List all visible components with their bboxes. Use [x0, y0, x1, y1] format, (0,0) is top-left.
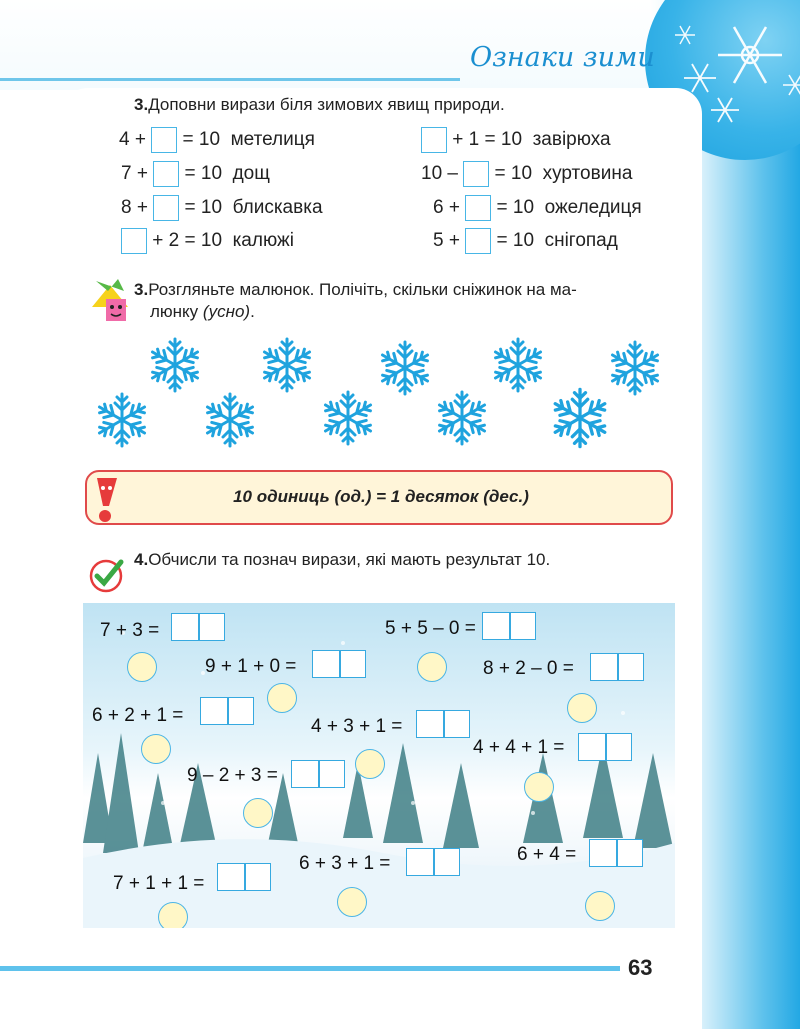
answer-box[interactable] — [578, 733, 632, 761]
rule-box — [85, 470, 673, 525]
expression-1: 7 + 3 = — [100, 620, 160, 641]
expression-8: 9 – 2 + 3 = — [187, 765, 278, 786]
expression-3: 9 + 1 + 0 = — [205, 656, 297, 677]
page-number: 63 — [628, 955, 653, 980]
title-underline — [0, 78, 460, 81]
shapes-mascot-icon — [88, 277, 132, 325]
snowflakes-picture — [90, 335, 680, 455]
snowflake-icon — [379, 342, 431, 394]
mark-circle[interactable] — [267, 683, 297, 713]
answer-box[interactable] — [121, 228, 147, 254]
mark-circle[interactable] — [337, 887, 367, 917]
task2-text-line2: люнку — [150, 302, 203, 321]
footer-line — [0, 966, 620, 971]
expression-5: 6 + 2 + 1 = — [92, 705, 184, 726]
task3-heading — [134, 549, 550, 571]
task1-row-1-right: + 1 = 10 завірюха — [421, 127, 611, 153]
answer-box[interactable] — [463, 161, 489, 187]
snowflake-icon — [261, 339, 313, 391]
expression-9: 6 + 3 + 1 = — [299, 853, 391, 874]
snowflake-icon — [609, 342, 661, 394]
answer-box[interactable] — [217, 863, 271, 891]
snowflake-icon — [204, 394, 256, 446]
task1-number: 3. — [134, 95, 149, 114]
task2-text-line1: Розгляньте малюнок. Полічіть, скільки сніжинок на ма- — [148, 280, 577, 299]
answer-box[interactable] — [153, 195, 179, 221]
expression-6: 4 + 3 + 1 = — [311, 716, 403, 737]
task3-text: Обчисли та познач вирази, які мають результат 10. — [148, 550, 551, 569]
task1-row-3-right: 6 + = 10 ожеледиця — [433, 195, 642, 221]
answer-box[interactable] — [200, 697, 254, 725]
mark-circle[interactable] — [417, 652, 447, 682]
task1-row-3-left: 8 + = 10 блискавка — [121, 195, 323, 221]
answer-box[interactable] — [465, 228, 491, 254]
snowflake-icon — [436, 392, 488, 444]
task1-row-1-left: 4 + = 10 метелиця — [119, 127, 315, 153]
page-title: Ознаки зими — [470, 42, 655, 73]
task1-row-2-left: 7 + = 10 дощ — [121, 161, 270, 187]
expression-7: 4 + 4 + 1 = — [473, 737, 565, 758]
task2-text-italic: (усно) — [202, 302, 251, 321]
answer-box[interactable] — [291, 760, 345, 788]
answer-box[interactable] — [406, 848, 460, 876]
expression-2: 5 + 5 – 0 = — [385, 618, 476, 639]
expression-4: 8 + 2 – 0 = — [483, 658, 574, 679]
mark-circle[interactable] — [524, 772, 554, 802]
answer-box[interactable] — [416, 710, 470, 738]
task2-number: 3. — [134, 280, 149, 299]
snowflake-icon — [96, 394, 148, 446]
winter-scene — [83, 603, 675, 928]
mark-circle[interactable] — [355, 749, 385, 779]
mark-circle[interactable] — [567, 693, 597, 723]
snowflake-icon — [492, 339, 544, 391]
task1-row-2-right: 10 – = 10 хуртовина — [421, 161, 632, 187]
answer-box[interactable] — [590, 653, 644, 681]
task1-row-4-right: 5 + = 10 снігопад — [433, 228, 618, 254]
mark-circle[interactable] — [585, 891, 615, 921]
answer-box[interactable] — [151, 127, 177, 153]
mark-circle[interactable] — [158, 902, 188, 928]
answer-box[interactable] — [482, 612, 536, 640]
task1-row-4-left: + 2 = 10 калюжі — [121, 228, 294, 254]
mark-circle[interactable] — [243, 798, 273, 828]
mark-circle[interactable] — [141, 734, 171, 764]
answer-box[interactable] — [589, 839, 643, 867]
answer-box[interactable] — [465, 195, 491, 221]
answer-box[interactable] — [153, 161, 179, 187]
task3-number: 4. — [134, 550, 149, 569]
snowflake-icon — [322, 392, 374, 444]
task1-text: Доповни вирази біля зимових явищ природи. — [148, 95, 505, 114]
task1-heading — [134, 94, 505, 116]
expression-10: 6 + 4 = — [517, 844, 577, 865]
mark-circle[interactable] — [127, 652, 157, 682]
rule-text: 10 одиниць (од.) = 1 десяток (дес.) — [233, 487, 529, 506]
snowflake-icon — [149, 339, 201, 391]
answer-box[interactable] — [312, 650, 366, 678]
expression-11: 7 + 1 + 1 = — [113, 873, 205, 894]
answer-box[interactable] — [421, 127, 447, 153]
answer-box[interactable] — [171, 613, 225, 641]
snowflake-icon — [551, 389, 608, 446]
task2-heading: 3.Розгляньте малюнок. Полічіть, скільки сніжинок на ма- люнку (усно). — [134, 280, 577, 321]
checkmark-icon — [88, 556, 126, 594]
